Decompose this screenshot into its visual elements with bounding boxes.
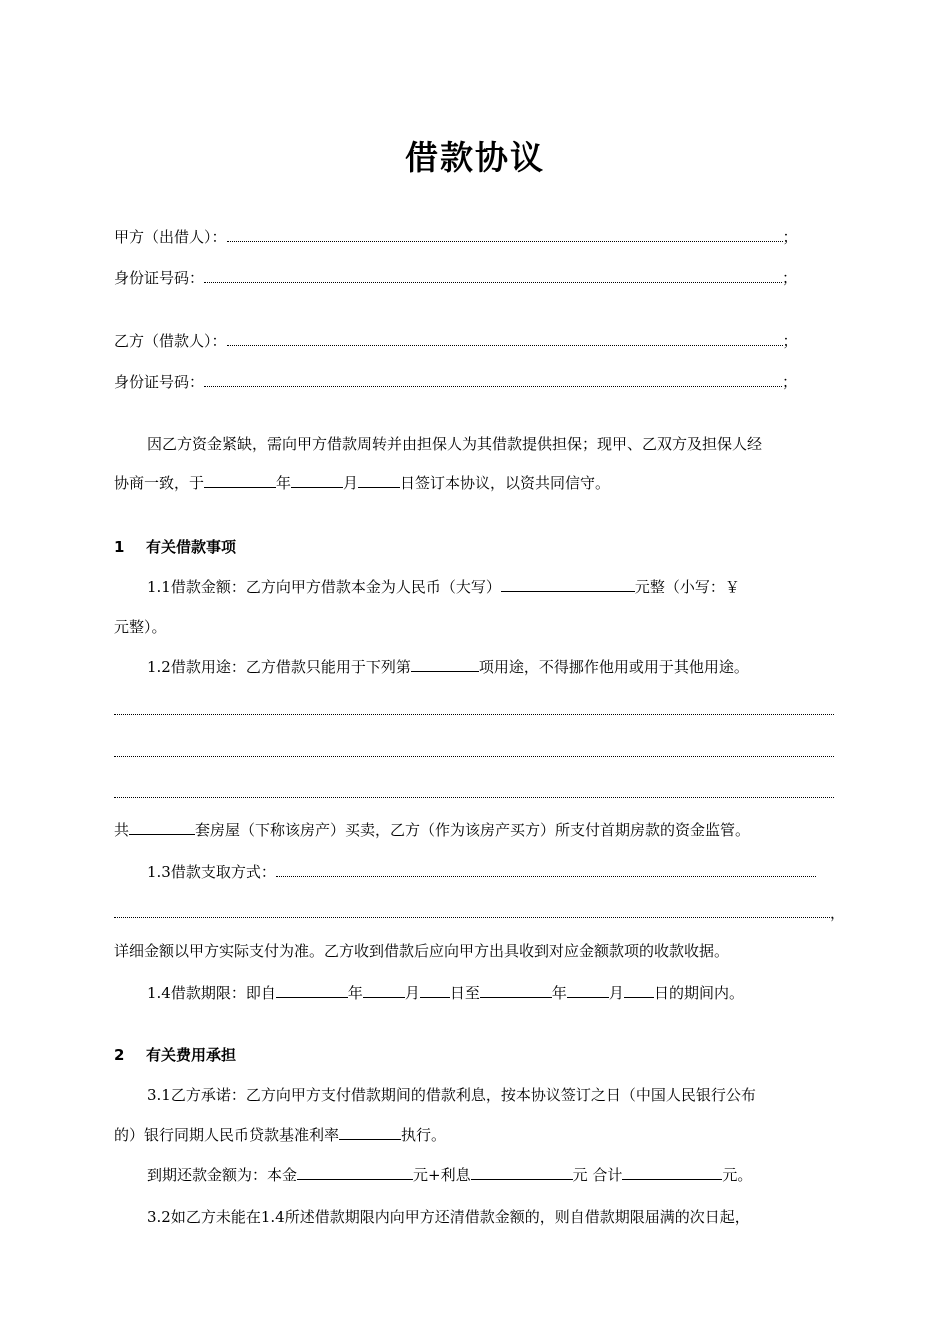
clause-1-1-mid: 元整（小写：￥ [634, 578, 740, 596]
party-a-label: 甲方（出借人）： [114, 228, 227, 246]
purpose-line-2[interactable] [114, 756, 834, 757]
house-end: 套房屋（下称该房产）买卖，乙方（作为该房产买方）所支付首期房款的资金监管。 [195, 821, 751, 839]
intro-line-1: 因乙方资金紧缺，需向甲方借款周转并由担保人为其借款提供担保；现甲、乙双方及担保人经 [147, 435, 763, 453]
clause-3-1-text: 的）银行同期人民币贷款基准利率 [114, 1126, 340, 1144]
party-b-label: 乙方（借款人）： [114, 332, 227, 350]
clause-1-3 [147, 862, 816, 882]
end-day-field[interactable] [624, 983, 654, 998]
clause-1-4-end: 日的期间内。 [653, 984, 744, 1002]
party-a-end: ； [782, 228, 798, 246]
document-title: 借款协议 [405, 138, 545, 177]
start-day-field[interactable] [420, 983, 450, 998]
party-a-row [114, 227, 798, 247]
house-count-field[interactable] [129, 820, 195, 835]
clause-1-1-end: 元整）。 [114, 618, 167, 636]
interest-rate-field[interactable] [339, 1125, 401, 1140]
sign-year-field[interactable] [204, 473, 276, 488]
withdrawal-method-field[interactable] [276, 862, 816, 877]
total-field[interactable] [622, 1165, 722, 1180]
withdrawal-method-field-2[interactable] [114, 903, 830, 918]
clause-3-2: 3.2如乙方未能在1.4所述借款期限内向甲方还清借款金额的，则自借款期限届满的次日起， [147, 1208, 750, 1226]
clause-1-4-text: 1.4借款期限：即自 [147, 984, 276, 1002]
purpose-item-field[interactable] [411, 657, 479, 672]
party-a-id-field[interactable] [204, 268, 782, 283]
repayment-line [147, 1165, 752, 1185]
day-to-label: 日至 [449, 984, 480, 1002]
clause-1-3-text: 1.3借款支取方式： [147, 863, 276, 881]
end-month-field[interactable] [567, 983, 609, 998]
section-1-title: 有关借款事项 [146, 538, 237, 556]
clause-3-1-end: 执行。 [401, 1126, 447, 1144]
section-1-number: 1 [114, 538, 125, 556]
clause-1-2-text: 1.2借款用途：乙方借款只能用于下列第 [147, 658, 411, 676]
start-month-field[interactable] [363, 983, 405, 998]
purpose-line-3[interactable] [114, 797, 834, 798]
clause-1-1 [147, 577, 740, 597]
purpose-line-1[interactable] [114, 714, 834, 715]
clause-1-3-comma: ， [830, 904, 846, 922]
start-month-label: 月 [404, 984, 420, 1002]
interest-field[interactable] [471, 1165, 573, 1180]
end-year-field[interactable] [480, 983, 552, 998]
clause-1-2 [147, 657, 749, 677]
start-year-field[interactable] [276, 983, 348, 998]
party-a-id-end: ； [782, 269, 798, 287]
clause-1-1-text: 1.1借款金额：乙方向甲方借款本金为人民币（大写） [147, 578, 501, 596]
clause-1-3-line-3: 详细金额以甲方实际支付为准。乙方收到借款后应向甲方出具收到对应金额款项的收款收据。 [114, 942, 730, 960]
party-a-name-field[interactable] [227, 227, 783, 242]
clause-1-3-line-2 [114, 903, 845, 923]
principal-label: 到期还款金额为：本金 [147, 1166, 298, 1184]
principal-field[interactable] [297, 1165, 413, 1180]
party-b-row [114, 331, 798, 351]
repayment-end: 元。 [722, 1166, 753, 1184]
house-text: 共 [114, 821, 130, 839]
party-b-end: ； [782, 332, 798, 350]
interest-label: 元+利息 [413, 1166, 471, 1184]
total-label: 元 合计 [572, 1166, 623, 1184]
section-2-title: 有关费用承担 [146, 1046, 237, 1064]
party-a-id-row [114, 268, 797, 288]
house-line [114, 820, 750, 840]
end-month-label: 月 [608, 984, 624, 1002]
clause-1-2-end: 项用途，不得挪作他用或用于其他用途。 [478, 658, 749, 676]
party-b-id-row [114, 372, 797, 392]
section-2-number: 2 [114, 1046, 125, 1064]
party-b-name-field[interactable] [227, 331, 783, 346]
clause-3-1-line-2 [114, 1125, 446, 1145]
clause-3-1: 3.1乙方承诺：乙方向甲方支付借款期间的借款利息，按本协议签订之日（中国人民银行公布 [147, 1086, 756, 1104]
sign-day-field[interactable] [358, 473, 400, 488]
party-b-id-label: 身份证号码： [114, 373, 205, 391]
sign-month-field[interactable] [291, 473, 343, 488]
year-label: 年 [276, 474, 292, 492]
month-label: 月 [343, 474, 359, 492]
party-a-id-label: 身份证号码： [114, 269, 205, 287]
start-year-label: 年 [347, 984, 363, 1002]
intro-text: 协商一致，于 [114, 474, 205, 492]
intro-end: 日签订本协议，以资共同信守。 [400, 474, 611, 492]
clause-1-4 [147, 983, 744, 1003]
intro-line-2 [114, 473, 610, 493]
section-2-heading [114, 1045, 236, 1065]
loan-amount-words-field[interactable] [501, 577, 635, 592]
section-1-heading [114, 537, 236, 557]
end-year-label: 年 [551, 984, 567, 1002]
party-b-id-field[interactable] [204, 372, 782, 387]
party-b-id-end: ； [782, 373, 798, 391]
